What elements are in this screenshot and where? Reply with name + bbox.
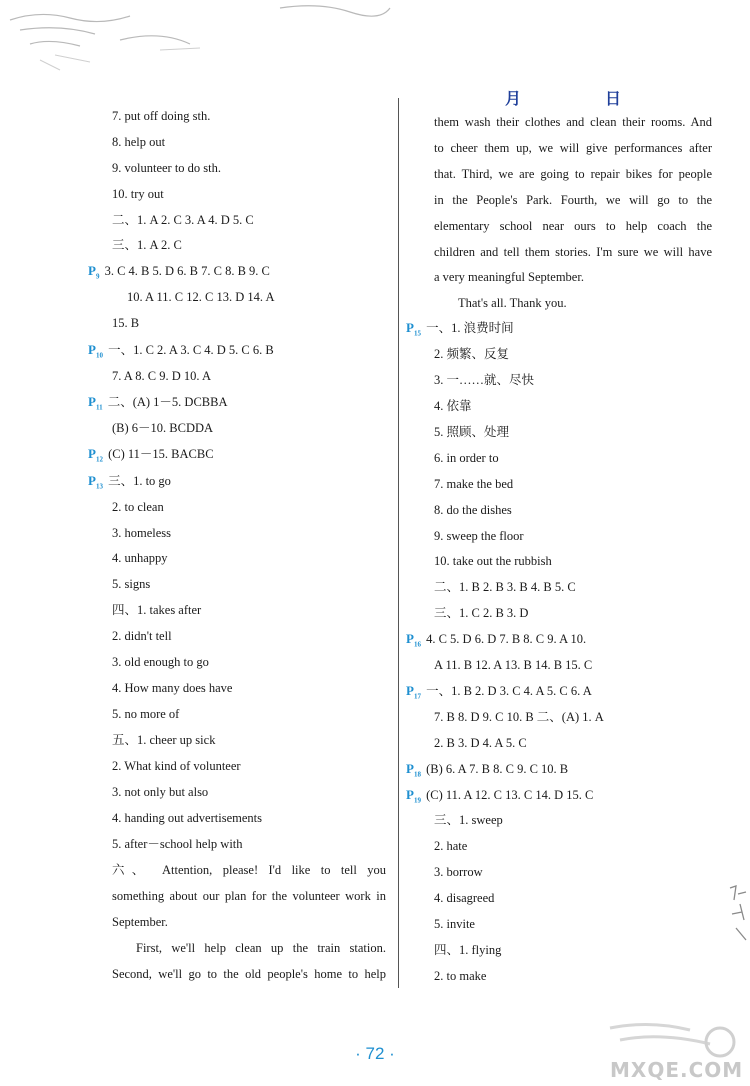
answer-line: 7. A 8. C 9. D 10. A <box>112 369 211 383</box>
page-ref-line <box>406 320 514 342</box>
answer-line: 3. not only but also <box>112 785 209 799</box>
answer-text: 三、1. to go <box>108 474 171 488</box>
essay-line: First, we'll help clean up the train station. <box>136 941 386 955</box>
page-marker: $P_9$ <box>88 263 100 281</box>
page-marker: $P_{18}$ <box>406 761 421 779</box>
column-divider <box>398 98 399 988</box>
date-header <box>505 86 622 108</box>
answer-line: 10. take out the rubbish <box>434 554 552 568</box>
answer-line: 三、1. A 2. C <box>112 238 182 252</box>
answer-line: 5. 照顾、处理 <box>434 425 510 439</box>
answer-line: 8. help out <box>112 135 166 149</box>
essay-line: children and tell them stories. I'm sure we will have <box>434 245 712 259</box>
essay-line: 六、 Attention, please! I'd like to tell you <box>112 863 386 877</box>
margin-scribble <box>726 880 750 950</box>
answer-line: (B) 6－10. BCDDA <box>112 421 214 435</box>
page-marker: $P_{17}$ <box>406 683 421 701</box>
answer-line: A 11. B 12. A 13. B 14. B 15. C <box>434 658 593 672</box>
answer-line: 2. to clean <box>112 500 164 514</box>
answer-line: 2. 频繁、反复 <box>434 347 510 361</box>
essay-line: something about our plan for the volunteer work in <box>112 889 386 903</box>
answer-line: 6. in order to <box>434 451 499 465</box>
page-marker: $P_{10}$ <box>88 342 103 360</box>
answer-line: 4. 依靠 <box>434 399 472 413</box>
answer-text: (B) 6. A 7. B 8. C 9. C 10. B <box>426 762 569 776</box>
answer-line: 3. old enough to go <box>112 655 209 669</box>
answer-line: 5. signs <box>112 577 151 591</box>
answer-line: 9. volunteer to do sth. <box>112 161 222 175</box>
answer-line: 2. didn't tell <box>112 629 172 643</box>
page-ref-line <box>88 263 270 285</box>
answer-line: 3. borrow <box>434 865 483 879</box>
answer-text: 4. C 5. D 6. D 7. B 8. C 9. A 10. <box>426 632 587 646</box>
answer-line: 四、1. flying <box>434 943 502 957</box>
answer-line: 五、1. cheer up sick <box>112 733 216 747</box>
page-number: · 72 · <box>355 1044 395 1063</box>
answer-line: 7. put off doing sth. <box>112 109 211 123</box>
answer-line: 4. How many does have <box>112 681 233 695</box>
answer-line: 5. invite <box>434 917 475 931</box>
answer-line: 二、1. A 2. C 3. A 4. D 5. C <box>112 213 254 227</box>
page-marker: $P_{19}$ <box>406 787 421 805</box>
page-ref-line <box>406 787 593 809</box>
essay-line: a very meaningful September. <box>434 270 584 284</box>
answer-line: 4. unhappy <box>112 551 168 565</box>
answer-line: 15. B <box>112 316 140 330</box>
page-ref-line <box>406 631 586 653</box>
page-marker: $P_{11}$ <box>88 394 103 412</box>
answer-line: 二、1. B 2. B 3. B 4. B 5. C <box>434 580 576 594</box>
essay-line: Second, we'll go to the old people's home to help <box>112 967 386 981</box>
answer-text: 3. C 4. B 5. D 6. B 7. C 8. B 9. C <box>104 264 270 278</box>
answer-line: 5. after－school help with <box>112 837 243 851</box>
answer-line: 3. 一……就、尽快 <box>434 373 535 387</box>
answer-line: 2. B 3. D 4. A 5. C <box>434 736 527 750</box>
answer-line: 9. sweep the floor <box>434 529 524 543</box>
essay-line: That's all. Thank you. <box>458 296 567 310</box>
answer-line: 2. What kind of volunteer <box>112 759 241 773</box>
page-ref-line <box>406 683 592 705</box>
page-marker: $P_{13}$ <box>88 473 103 491</box>
watermark-text: MXQE.COM <box>610 1058 744 1082</box>
answer-line: 三、1. sweep <box>434 813 503 827</box>
answer-text: (C) 11－15. BACBC <box>108 447 214 461</box>
scan-artifact <box>0 0 750 90</box>
essay-line: elementary school near ours to help coach the <box>434 219 712 233</box>
answer-line: 10. try out <box>112 187 164 201</box>
answer-line: 3. homeless <box>112 526 172 540</box>
answer-line: 10. A 11. C 12. C 13. D 14. A <box>127 290 275 304</box>
answer-text: (C) 11. A 12. C 13. C 14. D 15. C <box>426 788 594 802</box>
answer-line: 5. no more of <box>112 707 180 721</box>
page-marker: $P_{15}$ <box>406 320 421 338</box>
answer-line: 三、1. C 2. B 3. D <box>434 606 529 620</box>
answer-text: 一、1. B 2. D 3. C 4. A 5. C 6. A <box>426 684 592 698</box>
answer-line: 4. handing out advertisements <box>112 811 262 825</box>
page-ref-line <box>406 761 568 783</box>
page-ref-line <box>88 342 274 364</box>
answer-text: 一、1. C 2. A 3. C 4. D 5. C 6. B <box>108 343 274 357</box>
answer-line: 四、1. takes after <box>112 603 202 617</box>
page-ref-line <box>88 394 228 416</box>
essay-line: to cheer them up, we will give performances after <box>434 141 712 155</box>
essay-line: September. <box>112 915 168 929</box>
essay-line: in the People's Park. Fourth, we will go to the <box>434 193 712 207</box>
answer-line: 7. make the bed <box>434 477 514 491</box>
answer-text: 一、1. 浪费时间 <box>426 321 514 335</box>
essay-line: that. Third, we are going to repair bikes for people <box>434 167 712 181</box>
date-month: 月 <box>505 89 522 108</box>
date-day: 日 <box>605 89 622 108</box>
answer-line: 8. do the dishes <box>434 503 512 517</box>
essay-line: them wash their clothes and clean their rooms. And <box>434 115 712 129</box>
answer-line: 2. hate <box>434 839 468 853</box>
answer-text: 二、(A) 1－5. DCBBA <box>107 395 228 409</box>
page-ref-line <box>88 446 214 468</box>
page-marker: $P_{12}$ <box>88 446 103 464</box>
answer-line: 2. to make <box>434 969 487 983</box>
answer-line: 7. B 8. D 9. C 10. B 二、(A) 1. A <box>434 710 604 724</box>
page-ref-line <box>88 473 171 495</box>
answer-line: 4. disagreed <box>434 891 495 905</box>
page-marker: $P_{16}$ <box>406 631 421 649</box>
